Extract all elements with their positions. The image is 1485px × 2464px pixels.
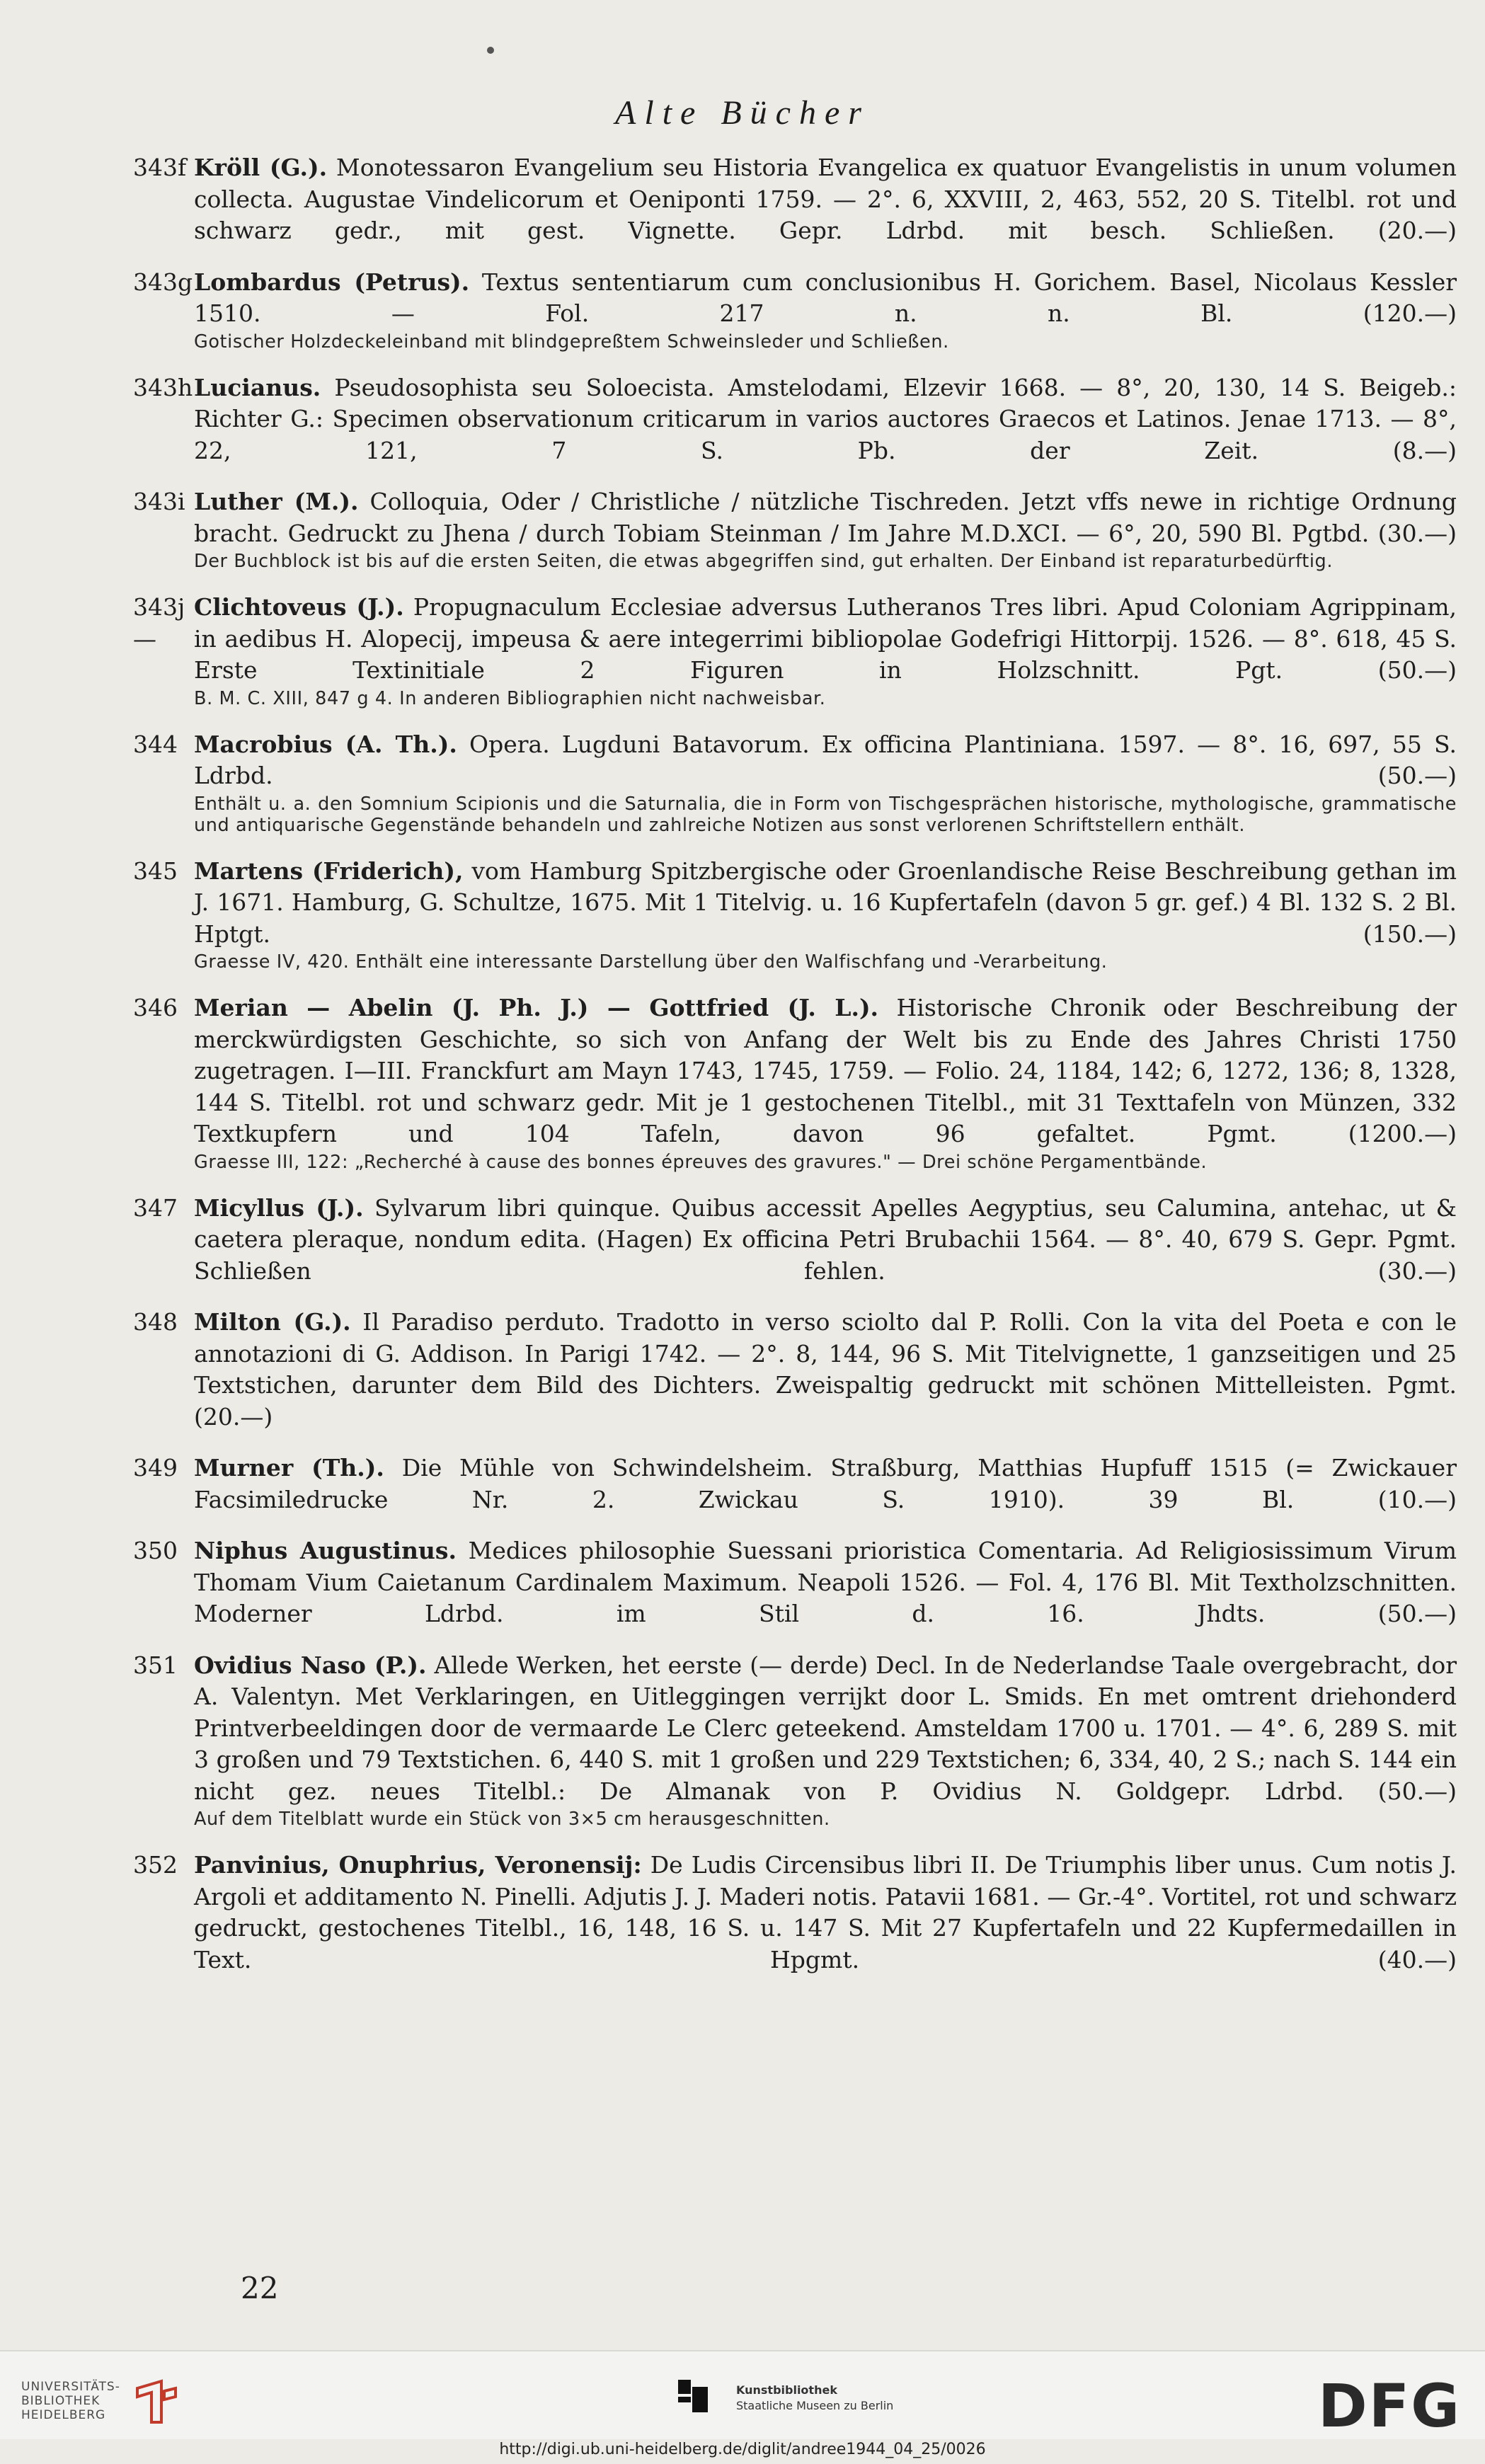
entry-author: Macrobius (A. Th.). <box>194 730 457 758</box>
entry-author: Niphus Augustinus. <box>194 1537 457 1564</box>
catalog-entry <box>133 729 1457 836</box>
entry-description: Propugnaculum Ecclesiae adversus Lutheranos Tres libri. Apud Coloniam Agrippinam, in aedibus H. Alopecij, impeusa & aere integerrimi bibliopolae Godefrigi Hittorpij. 1526. — 8°. 618, 45 S. Erste Textinitiale 2 Figuren in Holzschnitt. Pgt. <box>194 593 1457 684</box>
entry-main-text <box>194 152 1457 247</box>
entry-price: (30.—) <box>1377 1256 1457 1285</box>
entry-body <box>194 729 1457 836</box>
catalog-entry <box>133 152 1457 247</box>
entry-note: Auf dem Titelblatt wurde ein Stück von 3×5 cm herausgeschnitten. <box>194 1809 830 1830</box>
entry-number: 343h <box>133 373 193 401</box>
entry-author: Micyllus (J.). <box>194 1193 364 1222</box>
entry-number: 343f <box>133 154 187 181</box>
entry-price: (50.—) <box>1377 1777 1457 1805</box>
source-url[interactable]: http://digi.ub.uni-heidelberg.de/diglit/andree1944_04_25/0026 <box>499 2441 986 2458</box>
catalog-entry <box>133 992 1457 1173</box>
entry-price: (30.—) <box>1377 519 1457 547</box>
entry-main-text <box>194 372 1457 467</box>
entry-price: (50.—) <box>1377 1600 1457 1627</box>
entry-number: 343j — <box>133 593 185 653</box>
kunstbibliothek-logo-icon[interactable] <box>678 2380 708 2412</box>
entry-number: 345 <box>133 856 178 885</box>
kb-subtitle: Staatliche Museen zu Berlin <box>736 2399 894 2412</box>
university-line: HEIDELBERG <box>21 2408 106 2422</box>
entry-author: Lombardus (Petrus). <box>194 268 470 296</box>
catalog-entry <box>133 1452 1457 1515</box>
entry-body <box>194 372 1457 467</box>
entry-price: (8.—) <box>1392 436 1457 464</box>
entry-author: Lucianus. <box>194 373 321 401</box>
entry-number: 343g <box>133 268 193 296</box>
catalog-entries <box>133 152 1457 1995</box>
entry-author: Luther (M.). <box>194 488 359 515</box>
entry-main-text <box>194 1452 1457 1515</box>
entry-price: (150.—) <box>1363 919 1457 948</box>
entry-note: Enthält u. a. den Somnium Scipionis und die Saturnalia, die in Form von Tischgesprächen historische, mythologische, grammatische und antiquarische Gegenstände behandeln und zahlreiche Notizen aus sonst verlorenen Schriftstellern enthält. <box>194 793 1457 836</box>
entry-main-text <box>194 1193 1457 1288</box>
catalog-entry <box>133 592 1457 709</box>
entry-author: Clichtoveus (J.). <box>194 593 404 621</box>
entry-number: 344 <box>133 730 178 758</box>
entry-price: (40.—) <box>1377 1945 1457 1973</box>
entry-body <box>194 486 1457 572</box>
catalog-entry <box>133 856 1457 973</box>
entry-price: (50.—) <box>1377 762 1457 789</box>
entry-author: Merian — Abelin (J. Ph. J.) — Gottfried (J. L.). <box>194 994 879 1021</box>
entry-main-text <box>194 1650 1457 1808</box>
entry-main-text <box>194 1535 1457 1630</box>
entry-price: (20.—) <box>194 1402 273 1431</box>
ink-dot <box>487 47 494 54</box>
entry-description: Colloquia, Oder / Christliche / nützliche Tischreden. Jetzt vffs newe in richtige Ordnung bracht. Gedruckt zu Jhena / durch Tobiam Steinman / Im Jahre M.D.XCI. — 6°, 20, 590 Bl. Pgtbd. <box>194 488 1457 547</box>
page-number: 22 <box>241 2271 279 2305</box>
entry-body <box>194 592 1457 709</box>
entry-price: (50.—) <box>1377 656 1457 684</box>
catalog-entry <box>133 486 1457 572</box>
entry-body <box>194 1535 1457 1630</box>
catalog-entry <box>133 1850 1457 1976</box>
entry-description: Sylvarum libri quinque. Quibus accessit Apelles Aegyptius, seu Calumina, antehac, ut & caetera pleraque, nondum edita. (Hagen) Ex officina Petri Brubachii 1564. — 8°. 40, 679 S. Gepr. Pgmt. Schließen fehlen. <box>194 1193 1457 1285</box>
catalog-entry <box>133 1193 1457 1288</box>
entry-body <box>194 1850 1457 1976</box>
entry-body <box>194 1452 1457 1515</box>
entry-description: Medices philosophie Suessani prioristica Comentaria. Ad Religiosissimum Virum Thomam Vium Caietanum Cardinalem Maximum. Neapoli 1526. — Fol. 4, 176 Bl. Mit Textholzschnitten. Moderner Ldrbd. im Stil d. 16. Jhdts. <box>194 1537 1457 1627</box>
entry-description: Die Mühle von Schwindelsheim. Straßburg, Matthias Hupfuff 1515 (= Zwickauer Facsimiledrucke Nr. 2. Zwickau S. 1910). 39 Bl. <box>194 1454 1457 1513</box>
entry-number: 343i <box>133 488 185 515</box>
entry-number: 351 <box>133 1651 178 1679</box>
catalog-entry <box>133 1650 1457 1830</box>
entry-price: (120.—) <box>1363 299 1457 327</box>
university-logo-icon[interactable] <box>133 2378 178 2425</box>
entry-price: (20.—) <box>1377 217 1457 244</box>
kunstbibliothek-text[interactable] <box>736 2383 893 2414</box>
entry-number: 346 <box>133 994 178 1021</box>
entry-body <box>194 1193 1457 1288</box>
entry-main-text <box>194 992 1457 1150</box>
entry-price: (1200.—) <box>1348 1120 1457 1147</box>
catalog-entry <box>133 1307 1457 1433</box>
entry-main-text <box>194 1850 1457 1976</box>
entry-body <box>194 267 1457 353</box>
footer-bar <box>0 2350 1485 2439</box>
entry-body <box>194 1307 1457 1433</box>
entry-price: (10.—) <box>1377 1485 1457 1513</box>
entry-author: Kröll (G.). <box>194 154 328 181</box>
entry-author: Ovidius Naso (P.). <box>194 1651 427 1679</box>
university-line: UNIVERSITÄTS- <box>21 2380 120 2394</box>
entry-body <box>194 1650 1457 1830</box>
entry-description: Opera. Lugduni Batavorum. Ex officina Plantiniana. 1597. — 8°. 16, 697, 55 S. Ldrbd. <box>194 730 1457 789</box>
entry-description: Textus sententiarum cum conclusionibus H. Gorichem. Basel, Nicolaus Kessler 1510. — Fol. 217 n. n. Bl. <box>194 268 1457 327</box>
catalog-entry <box>133 1535 1457 1630</box>
kb-title: Kunstbibliothek <box>736 2383 837 2397</box>
entry-note: Der Buchblock ist bis auf die ersten Seiten, die etwas abgegriffen sind, gut erhalten. Der Einband ist reparaturbedürftig. <box>194 551 1334 572</box>
catalog-entry <box>133 372 1457 467</box>
entry-description: Pseudosophista seu Soloecista. Amstelodami, Elzevir 1668. — 8°, 20, 130, 14 S. Beigeb.: Richter G.: Specimen observationum criticarum in varios auctores Graecos et Latinos. Jenae 1713. — 8°, 22, 121, 7 S. Pb. der Zeit. <box>194 373 1457 464</box>
entry-number: 347 <box>133 1193 178 1222</box>
dfg-logo[interactable]: DFG <box>1318 2371 1462 2441</box>
entry-note: Graesse III, 122: „Recherché à cause des bonnes épreuves des gravures." — Drei schöne Pergamentbände. <box>194 1151 1208 1173</box>
entry-description: Allede Werken, het eerste (— derde) Decl. In de Nederlandse Taale overgebracht, dor A. Valentyn. Met Verklaringen, en Uitleggingen verrijkt door L. Smids. En met omtrent driehonderd Printverbeeldingen door de vermaarde Le Clerc geteekend. Amsteldam 1700 u. 1701. — 4°. 6, 289 S. mit 3 großen und 79 Textstichen. 6, 440 S. mit 1 großen und 229 Textstichen; 6, 334, 40, 2 S.; nach S. 144 ein nicht gez. neues Titelbl.: De Almanak von P. Ovidius N. Goldgepr. Ldrbd. <box>194 1651 1457 1805</box>
entry-note: B. M. C. XIII, 847 g 4. In anderen Bibliographien nicht nachweisbar. <box>194 687 826 709</box>
entry-author: Murner (Th.). <box>194 1454 384 1482</box>
entry-note: Gotischer Holzdeckeleinband mit blindgepreßtem Schweinsleder und Schließen. <box>194 331 949 353</box>
entry-number: 352 <box>133 1851 178 1879</box>
entry-main-text <box>194 1307 1457 1433</box>
entry-body <box>194 856 1457 973</box>
university-library-text[interactable] <box>21 2380 120 2422</box>
entry-description: Monotessaron Evangelium seu Historia Evangelica ex quatuor Evangelistis in unum volumen collecta. Augustae Vindelicorum et Oeniponti 1759. — 2°. 6, XXVIII, 2, 463, 552, 20 S. Titelbl. rot und schwarz gedr., mit gest. Vignette. Gepr. Ldrbd. mit besch. Schließen. <box>194 154 1457 244</box>
running-head: Alte Bücher <box>615 94 870 132</box>
entry-author: Milton (G.). <box>194 1308 351 1336</box>
entry-description: De Ludis Circensibus libri II. De Triumphis liber unus. Cum notis J. Argoli et additamento N. Pinelli. Adjutis J. J. Maderi notis. Patavii 1681. — Gr.-4°. Vortitel, rot und schwarz gedruckt, gestochenes Titelbl., 16, 148, 16 S. u. 147 S. Mit 27 Kupfertafeln und 22 Kupfermedaillen in Text. Hpgmt. <box>194 1851 1457 1973</box>
entry-body <box>194 992 1457 1173</box>
university-line: BIBLIOTHEK <box>21 2394 101 2408</box>
entry-body <box>194 152 1457 247</box>
entry-number: 348 <box>133 1308 178 1336</box>
entry-description: Historische Chronik oder Beschreibung der merckwürdigsten Geschichte, so sich von Anfang der Welt bis zu Ende des Jahres Christi 1750 zugetragen. I—III. Franckfurt am Mayn 1743, 1745, 1759. — Folio. 24, 1184, 142; 6, 1272, 136; 8, 1328, 144 S. Titelbl. rot und schwarz gedr. Mit je 1 gestochenen Titelbl., mit 31 Texttafeln von Münzen, 332 Textkupfern und 104 Tafeln, davon 96 gefaltet. Pgmt. <box>194 994 1457 1147</box>
entry-main-text <box>194 729 1457 792</box>
entry-main-text <box>194 267 1457 330</box>
catalog-entry <box>133 267 1457 353</box>
entry-description: Il Paradiso perduto. Tradotto in verso sciolto dal P. Rolli. Con la vita del Poeta e con le annotazioni di G. Addison. In Parigi 1742. — 2°. 8, 144, 96 S. Mit Titelvignette, 1 ganzseitigen und 25 Textstichen, darunter dem Bild des Dichters. Zweispaltig gedruckt mit schönen Mittelleisten. Pgmt. <box>194 1308 1457 1399</box>
entry-author: Martens (Friderich), <box>194 856 464 885</box>
entry-main-text <box>194 856 1457 951</box>
entry-description: vom Hamburg Spitzbergische oder Groenlandische Reise Beschreibung gethan im J. 1671. Hamburg, G. Schultze, 1675. Mit 1 Titelvig. u. 16 Kupfertafeln (davon 5 gr. gef.) 4 Bl. 132 S. 2 Bl. Hptgt. <box>194 856 1457 948</box>
entry-note: Graesse IV, 420. Enthält eine interessante Darstellung über den Walfischfang und -Verarbeitung. <box>194 951 1108 973</box>
entry-main-text <box>194 592 1457 687</box>
entry-number: 350 <box>133 1537 178 1564</box>
entry-number: 349 <box>133 1454 178 1482</box>
entry-author: Panvinius, Onuphrius, Veronensij: <box>194 1851 642 1879</box>
entry-main-text <box>194 486 1457 549</box>
